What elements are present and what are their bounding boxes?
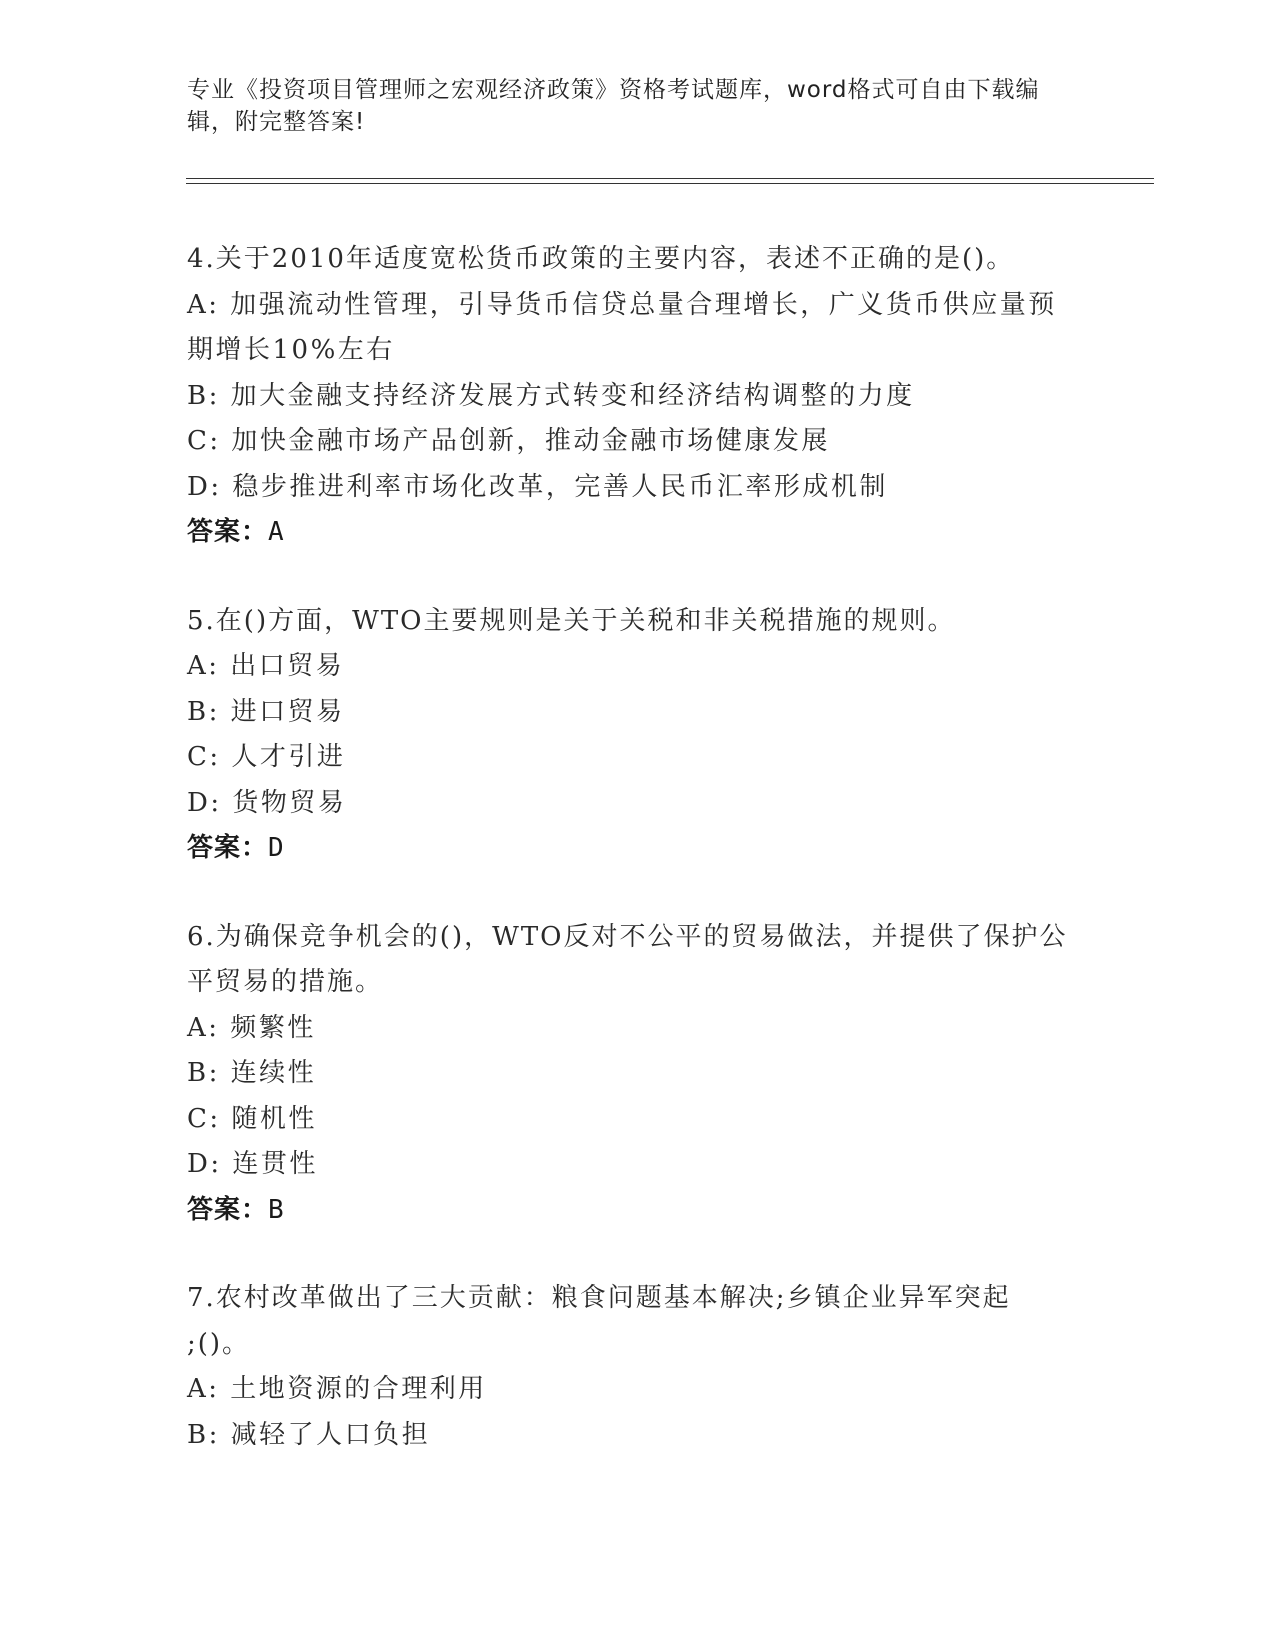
question-stem-continued: 平贸易的措施。 <box>187 967 384 997</box>
question-list <box>187 237 1087 1501</box>
option-b: B: 连续性 <box>187 1058 317 1088</box>
answer-line <box>187 1188 1087 1234</box>
question-5 <box>187 599 1087 872</box>
header-divider-top <box>186 178 1154 179</box>
option-a: A: 频繁性 <box>187 1012 316 1043</box>
option-a: A: 加强流动性管理，引导货币信贷总量合理增长，广义货币供应量预 <box>187 289 1057 320</box>
question-stem-continued: ;()。 <box>187 1328 251 1359</box>
question-stem: 7.农村改革做出了三大贡献：粮食问题基本解决;乡镇企业异军突起 <box>187 1283 1011 1313</box>
question-stem: 4.关于2010年适度宽松货币政策的主要内容，表述不正确的是()。 <box>187 244 1015 274</box>
answer-label: 答案： <box>187 833 269 863</box>
option-b: B: 加大金融支持经济发展方式转变和经济结构调整的力度 <box>187 380 915 411</box>
header-line-2: 辑，附完整答案! <box>187 109 366 135</box>
question-4 <box>187 237 1087 556</box>
answer-line <box>187 510 1087 556</box>
option-a: A: 出口贸易 <box>187 651 345 681</box>
question-6 <box>187 915 1087 1234</box>
document-header <box>187 74 1067 138</box>
option-d: D: 连贯性 <box>187 1149 318 1179</box>
question-stem: 6.为确保竞争机会的()，WTO反对不公平的贸易做法，并提供了保护公 <box>187 921 1068 952</box>
option-a: A: 土地资源的合理利用 <box>187 1374 487 1404</box>
option-b: B: 减轻了人口负担 <box>187 1419 431 1450</box>
answer-value: A <box>268 517 285 547</box>
option-c: C: 人才引进 <box>187 742 346 772</box>
option-b: B: 进口贸易 <box>187 696 345 727</box>
header-divider-bottom <box>186 183 1154 184</box>
header-line-1: 专业《投资项目管理师之宏观经济政策》资格考试题库，word格式可自由下载编 <box>187 77 1040 103</box>
option-d: D: 稳步推进利率市场化改革，完善人民币汇率形成机制 <box>187 471 888 502</box>
question-stem: 5.在()方面，WTO主要规则是关于关税和非关税措施的规则。 <box>187 605 956 636</box>
question-7 <box>187 1276 1087 1458</box>
answer-value: B <box>268 1194 285 1225</box>
option-d: D: 货物贸易 <box>187 787 347 818</box>
option-c: C: 随机性 <box>187 1103 317 1134</box>
option-a-continued: 期增长10%左右 <box>187 335 395 365</box>
option-c: C: 加快金融市场产品创新，推动金融市场健康发展 <box>187 426 830 456</box>
answer-label: 答案： <box>187 1194 269 1225</box>
answer-value: D <box>268 833 285 863</box>
answer-line <box>187 826 1087 872</box>
answer-label: 答案： <box>187 517 269 547</box>
